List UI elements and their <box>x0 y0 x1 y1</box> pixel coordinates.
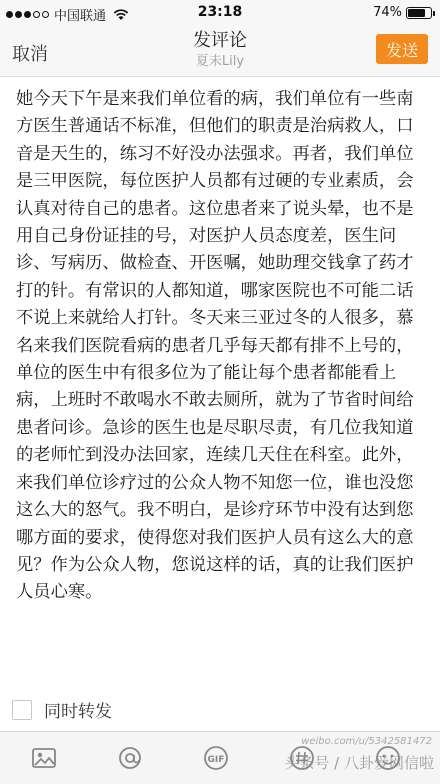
repost-option[interactable] <box>12 697 112 722</box>
cancel-button[interactable]: 取消 <box>12 44 48 65</box>
status-time: 23:18 <box>197 4 243 20</box>
battery-percent: 74% <box>373 5 402 20</box>
status-bar <box>0 0 440 26</box>
carrier-name: 中国联通 <box>54 9 107 24</box>
comment-textarea[interactable]: 她今天下午是来我们单位看的病，我们单位有一些南方医生普通话不标准，但他们的职责是治病救人，口音是天生的，练习不好没办法强求。再者，我们单位是三甲医院，每位医护人员都有过硬的专业素质，会认真对待自己的患者。这位患者来了说头晕，也不是用自己身份证挂的号，对医护人员态度差，医生问诊、写病历、做检查、开医嘱，她助理交钱拿了药才打的针。有常识的人都知道，哪家医院也不可能二话不说上来就给人打针。冬天来三亚过冬的人很多，慕名来我们医院看病的患者几乎每天都有排不上号的，单位的医生中有很多位为了能让每个患者都能看上病，上班时不敢喝水不敢去厕所，就为了节省时间给患者问诊。急诊的医生也是尽职尽责，有几位我知道的老师忙到没办法回家，连续几天住在科室。此外，来我们单位诊疗过的公众人物不知您一位，谁也没您这么大的怒气。我不明白，是诊疗环节中没有达到您哪方面的要求，使得您对我们医护人员有这么大的意见？作为公众人物，您说这样的话，真的让我们医护人员心寒。 <box>16 89 414 603</box>
repost-label: 同时转发 <box>44 702 112 722</box>
repost-checkbox[interactable] <box>12 700 32 720</box>
battery-icon <box>406 7 432 19</box>
send-button[interactable]: 发送 <box>376 34 428 64</box>
status-right <box>373 5 432 20</box>
image-icon[interactable] <box>30 744 58 772</box>
nav-title <box>0 29 440 71</box>
battery-fill <box>408 9 425 17</box>
page-subtitle: 夏未Lily <box>195 54 245 69</box>
page-title: 发评论 <box>193 30 247 51</box>
gif-icon[interactable] <box>202 744 230 772</box>
nav-bar <box>0 26 440 77</box>
watermark-url: weibo.com/u/5342581472 <box>301 736 432 747</box>
mention-icon[interactable] <box>116 744 144 772</box>
svg-text:GIF: GIF <box>207 755 225 765</box>
watermark: 头条号 / 八卦爱网信啦 <box>284 754 434 772</box>
bottom-toolbar <box>0 731 440 784</box>
